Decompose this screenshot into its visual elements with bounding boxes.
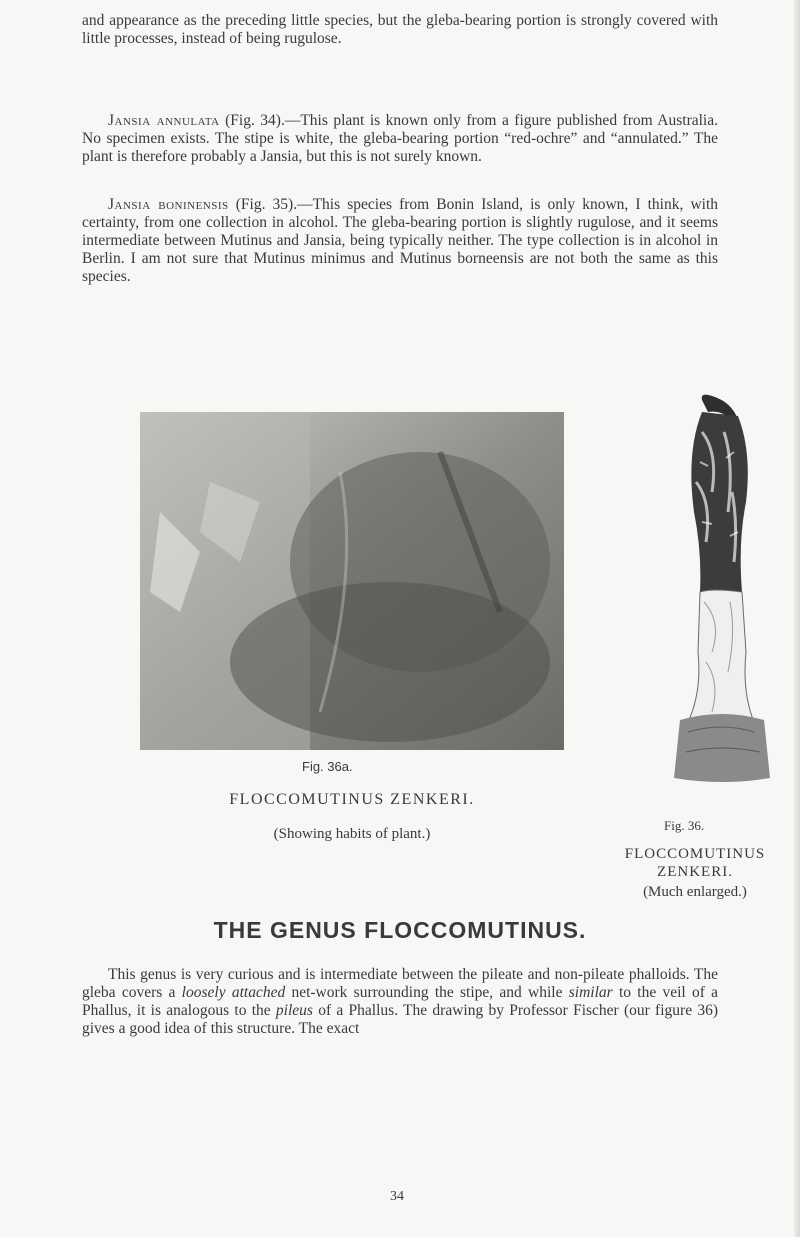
page-number: 34 <box>390 1189 404 1204</box>
figure-36a-title: FLOCCOMUTINUS ZENKERI. <box>229 791 475 808</box>
figure-36-note: (Much enlarged.) <box>643 884 747 900</box>
drawing-floccomutinus <box>642 392 792 786</box>
paragraph-annulata-text: (Fig. 34).—This plant is known only from a figure published from Australia. No specimen exists. The stipe is white, the gleba-bearing portion “red-ochre” and “annulated.” The plant is therefore probably a Jansia, but this is not surely known. <box>82 112 718 165</box>
paragraph-intro-text: and appearance as the preceding little species, but the gleba-bearing portion is strongly covered with little processes, instead of being rugulose. <box>82 12 718 47</box>
genus-text-part1: This genus is very curious and is intermediate between the pileate and non-pileate phalloids. The gleba covers a <box>82 966 718 1001</box>
genus-text-part2: net-work surrounding the stipe, and while <box>285 984 569 1001</box>
figure-36-label: Fig. 36. <box>664 818 705 833</box>
paragraph-jansia-boninensis <box>82 196 718 286</box>
genus-emphasis-pileus: pileus <box>275 1002 313 1019</box>
figure-36-title-line2: ZENKERI. <box>657 864 733 880</box>
genus-text-part3: to the veil of a Phallus, it is analogous to the <box>82 984 719 1019</box>
paragraph-intro <box>82 12 718 48</box>
figure-36a-label: Fig. 36a. <box>302 759 353 774</box>
genus-emphasis-loosely-attached: loosely attached <box>181 984 286 1001</box>
paragraph-boninensis-text: (Fig. 35).—This species from Bonin Island, is only known, I think, with certainty, from one collection in alcohol. The gleba-bearing portion is slightly rugulose, and it seems intermediate between Mutinus and Jansia, being typically neither. The type collection is in alcohol in Berlin. I am not sure that Mutinus minimus and Mutinus borneensis are not both the same as this species. <box>82 196 719 285</box>
figure-36a-note: (Showing habits of plant.) <box>273 826 431 842</box>
section-heading: THE GENUS FLOCCOMUTINUS. <box>213 917 587 943</box>
photograph-floccomutinus-habit <box>140 412 564 750</box>
photograph-image <box>140 412 564 750</box>
genus-text-part4: of a Phallus. The drawing by Professor Fischer (our figure 36) gives a good idea of this structure. The exact <box>82 1002 718 1037</box>
species-heading-annulata: Jansia annulata <box>108 112 220 129</box>
figure-36-title-line1: FLOCCOMUTINUS <box>624 846 766 862</box>
paragraph-jansia-annulata <box>82 112 718 166</box>
scan-edge <box>794 0 800 1237</box>
genus-emphasis-similar: similar <box>568 984 613 1001</box>
paragraph-genus-description <box>82 966 718 1038</box>
species-heading-boninensis: Jansia boninensis <box>108 196 229 213</box>
